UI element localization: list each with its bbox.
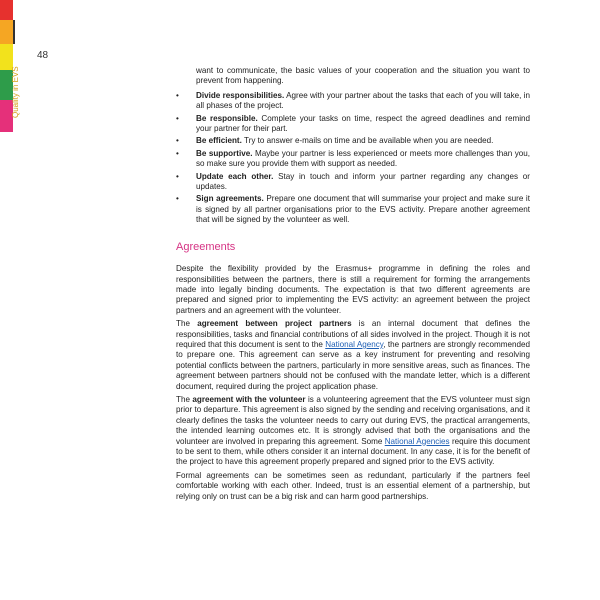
page-number: 48 <box>37 50 49 61</box>
tips-list <box>176 91 530 226</box>
national-agencies-link[interactable]: National Agencies <box>384 436 450 446</box>
color-bar-orange <box>0 20 15 44</box>
national-agency-link[interactable]: National Agency <box>325 339 384 349</box>
intro-continuation: want to communicate, the basic values of your cooperation and the situation you want to prevent from happening. <box>196 66 530 86</box>
list-item: • Sign agreements. Prepare one document that will summarise your project and make sure it is signed by all partner organisations prior to the EVS activity. Prepare another agreement that will be signed by the volunteer as well. <box>176 194 530 225</box>
side-label: Quality in EVS <box>11 66 20 118</box>
list-item: • Update each other. Stay in touch and inform your partner regarding any changes or updates. <box>176 172 530 193</box>
list-item: • Be efficient. Try to answer e-mails on time and be available when you are needed. <box>176 136 530 146</box>
page-content <box>176 66 530 505</box>
paragraph: The agreement with the volunteer is a volunteering agreement that the EVS volunteer must sign prior to departure. This agreement is also signed by the sending and receiving organisations, and it clearly defines the tasks the volunteer needs to carry out during EVS, the practical arrangements, the intended learning outcomes etc. It is strongly advised that both the organisations and the volunteer are involved in preparing this agreement. Some National Agencies require this document to be sent to them, while others consider it an internal document. In any case, it is for the benefit of the project to have this agreement properly prepared and signed prior to the EVS activity. <box>176 394 531 467</box>
list-item: • Be supportive. Maybe your partner is less experienced or meets more challenges than you, so make sure you provide them with support as needed. <box>176 149 530 170</box>
list-item: • Divide responsibilities. Agree with your partner about the tasks that each of you will take, in all phases of the project. <box>176 91 530 112</box>
color-bar-red <box>0 0 13 20</box>
paragraph: The agreement between project partners is an internal document that defines the responsibilities, tasks and financial contributions of all sides involved in the project. Though it is not required that this document is sent to the National Agency, the partners are strongly recommended to prepare one. This agreement can serve as a key instrument for preventing and resolving potential conflicts between the partners, particularly in more sensitive areas, such as finances. The agreement between partners should not be confused with the mandate letter, which is a different document, required during the project application phase. <box>176 319 530 391</box>
section-heading: Agreements <box>176 240 236 253</box>
paragraph: Formal agreements can be sometimes seen as redundant, particularly if the partners feel comfortable working with each other. Indeed, trust is an essential element of a partnership, but relying only on trust can be a big risk and can harm good partnerships. <box>176 470 530 501</box>
paragraph: Despite the flexibility provided by the Erasmus+ programme in defining the roles and responsibilities between the partners, there is still a requirement for forming the arrangements made into legally binding documents. The expectation is that two different agreements are prepared and signed prior to implementing the EVS activity: an agreement between the project partners and an agreement with the volunteer. <box>176 264 530 315</box>
list-item: • Be responsible. Complete your tasks on time, respect the agreed deadlines and remind your partner for their part. <box>176 114 530 135</box>
